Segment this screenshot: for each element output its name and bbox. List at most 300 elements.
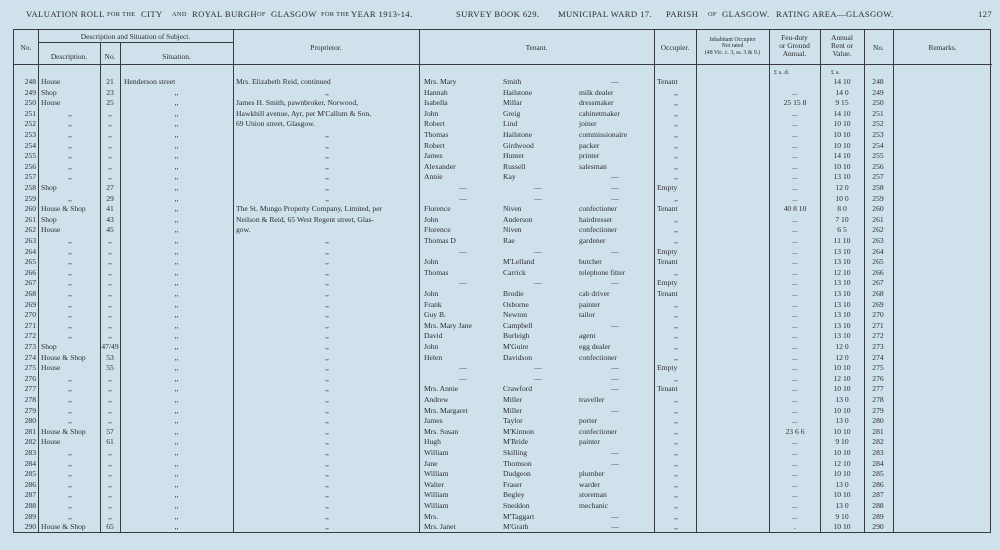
- row-number: 279: [24, 405, 36, 415]
- row-number-right: 270: [872, 310, 884, 320]
- row-tenant-occupation: —: [611, 522, 619, 532]
- row-feu-duty: ...: [792, 246, 798, 256]
- row-description: House & Shop: [41, 204, 86, 214]
- row-street-number: ,,: [108, 405, 112, 415]
- row-feu-duty: ...: [792, 373, 798, 383]
- row-description: ,,: [68, 193, 72, 203]
- row-occupier: Tenant: [657, 257, 678, 267]
- row-annual-value: 14 10: [833, 77, 851, 86]
- row-feu-duty: ...: [792, 130, 798, 139]
- row-number: 277: [24, 384, 36, 394]
- row-occupier: ,,: [674, 352, 678, 362]
- row-description: ,,: [68, 384, 72, 394]
- row-description: House & Shop: [41, 352, 86, 362]
- row-proprietor: James H. Smith, pawnbroker, Norwood,: [236, 98, 359, 108]
- row-situation: ,,: [174, 490, 179, 500]
- row-annual-value: 13 10: [833, 299, 851, 309]
- row-description: ,,: [68, 299, 72, 309]
- row-proprietor: ,,: [325, 87, 329, 97]
- row-tenant-occupation: storeman: [579, 490, 607, 500]
- row-number-right: 289: [872, 511, 884, 521]
- row-tenant-occupation: packer: [579, 140, 600, 150]
- col-situation-header: Situation.: [162, 52, 191, 61]
- row-number: 249: [24, 87, 36, 97]
- row-proprietor: ,,: [325, 395, 329, 404]
- row-situation: ,,: [174, 246, 179, 256]
- row-tenant-forename: Frank: [424, 299, 442, 309]
- municipal-ward: MUNICIPAL WARD 17.: [558, 9, 653, 19]
- row-feu-duty: ...: [792, 501, 798, 510]
- row-street-number: 21: [106, 77, 114, 86]
- row-occupier: Empty: [657, 183, 678, 192]
- row-street-number: ,,: [108, 310, 112, 320]
- row-tenant-forename: —: [459, 193, 467, 203]
- row-street-number: 43: [106, 214, 114, 224]
- row-situation: ,,: [174, 384, 179, 394]
- row-occupier: ,,: [674, 395, 678, 404]
- row-feu-duty: ...: [792, 267, 798, 277]
- row-proprietor: ,,: [325, 405, 329, 415]
- row-tenant-surname: Lind: [503, 119, 518, 129]
- survey-book: SURVEY BOOK 629.: [456, 9, 540, 19]
- row-number-right: 271: [872, 320, 884, 330]
- row-proprietor: ,,: [325, 501, 329, 510]
- row-tenant-surname: Osborne: [503, 299, 529, 309]
- row-number-right: 282: [872, 437, 884, 447]
- row-number-right: 258: [872, 183, 884, 192]
- row-proprietor: Neilson & Reid, 65 West Regent street, Glas-: [236, 214, 374, 224]
- row-proprietor: ,,: [325, 511, 329, 521]
- row-description: House & Shop: [41, 426, 86, 436]
- row-tenant-forename: —: [459, 183, 467, 192]
- row-description: ,,: [68, 448, 72, 457]
- row-situation: ,,: [174, 310, 179, 320]
- row-situation: ,,: [174, 511, 179, 521]
- row-situation: ,,: [174, 108, 179, 118]
- row-street-number: ,,: [108, 161, 112, 171]
- row-proprietor: ,,: [325, 320, 329, 330]
- row-tenant-forename: Mrs. Janet: [424, 522, 456, 532]
- row-tenant-surname: Russell: [503, 161, 526, 171]
- row-description: ,,: [68, 373, 72, 383]
- row-tenant-forename: Thomas: [424, 130, 449, 139]
- row-tenant-occupation: commissionaire: [579, 130, 628, 139]
- row-tenant-forename: Mrs.: [424, 511, 439, 521]
- row-feu-duty: ...: [792, 511, 798, 521]
- row-tenant-occupation: printer: [579, 151, 600, 161]
- row-tenant-surname: Carrick: [503, 267, 526, 277]
- row-situation: ,,: [174, 416, 179, 426]
- row-feu-duty: ...: [792, 448, 798, 457]
- col-number-header: No.: [104, 52, 116, 61]
- row-occupier: Tenant: [657, 77, 678, 86]
- row-proprietor: Mrs. Elizabeth Reid, continued: [236, 77, 331, 86]
- row-tenant-occupation: egg dealer: [579, 342, 611, 351]
- row-annual-value: 8 0: [837, 204, 847, 214]
- row-tenant-forename: Robert: [424, 119, 445, 129]
- row-tenant-surname: Fraser: [503, 479, 522, 489]
- row-tenant-forename: Thomas: [424, 267, 449, 277]
- row-tenant-occupation: mechanic: [579, 501, 609, 510]
- row-tenant-surname: Begley: [503, 490, 525, 500]
- row-number-right: 261: [872, 214, 884, 224]
- row-proprietor: ,,: [325, 331, 329, 341]
- row-tenant-surname: M'Taggart: [503, 511, 535, 521]
- row-tenant-occupation: confectioner: [579, 426, 617, 436]
- row-tenant-forename: John: [424, 342, 439, 351]
- row-number-right: 248: [872, 77, 884, 86]
- row-street-number: 29: [106, 193, 114, 203]
- row-tenant-forename: Jane: [424, 458, 438, 468]
- row-number-right: 276: [872, 373, 884, 383]
- row-feu-duty: ...: [792, 490, 798, 500]
- row-occupier: ,,: [674, 342, 678, 351]
- row-description: ,,: [68, 501, 72, 510]
- row-feu-duty: ...: [792, 225, 798, 235]
- row-situation: ,,: [174, 267, 179, 277]
- row-tenant-surname: Campbell: [503, 320, 533, 330]
- row-proprietor: ,,: [325, 363, 329, 373]
- row-occupier: ,,: [674, 267, 678, 277]
- row-proprietor: ,,: [325, 437, 329, 447]
- page-header: [26, 9, 994, 21]
- row-occupier: ,,: [674, 310, 678, 320]
- row-tenant-occupation: —: [611, 373, 619, 383]
- header-title: GLASGOW: [271, 9, 317, 19]
- row-street-number: ,,: [108, 278, 112, 288]
- row-street-number: ,,: [108, 490, 112, 500]
- row-number-right: 272: [872, 331, 884, 341]
- row-number: 286: [24, 479, 36, 489]
- row-number-right: 263: [872, 236, 884, 245]
- row-street-number: ,,: [108, 448, 112, 457]
- row-tenant-forename: James: [424, 151, 443, 161]
- row-feu-duty: 25 15 8: [783, 98, 807, 108]
- row-occupier: ,,: [674, 416, 678, 426]
- row-feu-duty: ...: [792, 320, 798, 330]
- row-situation: ,,: [174, 172, 179, 182]
- row-annual-value: 13 0: [835, 479, 849, 489]
- row-feu-duty: 40 8 10: [783, 204, 807, 214]
- row-number: 254: [24, 140, 36, 150]
- row-proprietor: ,,: [325, 257, 329, 267]
- row-situation: ,,: [174, 501, 179, 510]
- row-street-number: ,,: [108, 299, 112, 309]
- row-street-number: ,,: [108, 373, 112, 383]
- row-description: Shop: [41, 342, 57, 351]
- row-tenant-surname: Hailstone: [503, 130, 533, 139]
- row-tenant-surname: Anderson: [503, 214, 533, 224]
- row-description: ,,: [68, 490, 72, 500]
- row-number: 271: [24, 320, 36, 330]
- feu-units: £ s. d.: [774, 69, 790, 76]
- row-number-right: 280: [872, 416, 884, 426]
- row-tenant-surname: M'Lelland: [503, 257, 535, 267]
- row-tenant-occupation: —: [611, 511, 619, 521]
- row-description: ,,: [68, 278, 72, 288]
- row-tenant-occupation: cab driver: [579, 289, 610, 298]
- row-occupier: ,,: [674, 87, 678, 97]
- row-annual-value: 9 10: [835, 511, 849, 521]
- row-tenant-occupation: —: [611, 193, 619, 203]
- row-situation: ,,: [174, 151, 179, 161]
- row-description: ,,: [68, 458, 72, 468]
- row-number: 268: [24, 289, 36, 298]
- parish-label: GLASGOW.: [722, 9, 770, 19]
- row-number-right: 275: [872, 363, 884, 373]
- row-number: 269: [24, 299, 36, 309]
- row-situation: ,,: [174, 469, 179, 479]
- row-tenant-occupation: —: [611, 77, 619, 86]
- row-street-number: ,,: [108, 320, 112, 330]
- row-tenant-occupation: gardener: [579, 236, 606, 245]
- row-tenant-forename: Annie: [424, 172, 443, 182]
- row-number: 276: [24, 373, 36, 383]
- row-annual-value: 13 0: [835, 395, 849, 404]
- row-proprietor: ,,: [325, 469, 329, 479]
- row-proprietor: Hawkhill avenue, Ayr, per M'Callum & Son,: [236, 108, 372, 118]
- row-number: 262: [24, 225, 36, 235]
- row-annual-value: 10 10: [833, 384, 851, 394]
- row-tenant-occupation: milk dealer: [579, 87, 614, 97]
- row-number: 278: [24, 395, 36, 404]
- row-tenant-occupation: —: [611, 384, 619, 394]
- row-occupier: ,,: [674, 130, 678, 139]
- row-tenant-occupation: —: [611, 246, 619, 256]
- page-number: 127: [978, 9, 993, 19]
- row-tenant-occupation: —: [611, 405, 619, 415]
- row-number-right: 249: [872, 87, 884, 97]
- col-occupier-header: Occupier.: [660, 43, 690, 52]
- row-tenant-forename: —: [459, 373, 467, 383]
- row-street-number: ,,: [108, 172, 112, 182]
- row-occupier: ,,: [674, 236, 678, 245]
- row-tenant-occupation: hairdresser: [579, 214, 613, 224]
- row-street-number: 41: [106, 204, 114, 214]
- row-street-number: 57: [106, 426, 114, 436]
- row-situation: ,,: [174, 119, 179, 129]
- row-proprietor: ,,: [325, 246, 329, 256]
- col-no-header: No.: [20, 43, 32, 52]
- row-feu-duty: ...: [792, 140, 798, 150]
- row-occupier: ,,: [674, 331, 678, 341]
- row-street-number: ,,: [108, 151, 112, 161]
- row-number: 253: [24, 130, 36, 139]
- row-tenant-forename: Alexander: [424, 161, 456, 171]
- row-tenant-forename: Isabella: [424, 98, 448, 108]
- row-feu-duty: ...: [792, 405, 798, 415]
- row-occupier: ,,: [674, 522, 678, 532]
- col-description-header: Description.: [50, 52, 88, 61]
- row-annual-value: 10 10: [833, 119, 851, 129]
- row-description: ,,: [68, 257, 72, 267]
- row-tenant-forename: John: [424, 289, 439, 298]
- row-occupier: ,,: [674, 320, 678, 330]
- row-feu-duty: ...: [792, 236, 798, 245]
- row-description: ,,: [68, 416, 72, 426]
- row-annual-value: 14 0: [835, 87, 849, 97]
- row-situation: ,,: [174, 299, 179, 309]
- row-number: 259: [24, 193, 36, 203]
- row-street-number: ,,: [108, 236, 112, 245]
- row-description: House & Shop: [41, 522, 86, 532]
- row-description: ,,: [68, 130, 72, 139]
- row-tenant-surname: Hunter: [503, 151, 525, 161]
- row-occupier: Empty: [657, 278, 678, 288]
- row-annual-value: 13 10: [833, 172, 851, 182]
- row-occupier: ,,: [674, 140, 678, 150]
- col-no-right-header: No.: [873, 43, 884, 52]
- row-tenant-occupation: dressmaker: [579, 98, 614, 108]
- row-occupier: ,,: [674, 405, 678, 415]
- row-description: ,,: [68, 469, 72, 479]
- row-situation: ,,: [174, 204, 179, 214]
- row-tenant-surname: Smith: [503, 77, 522, 86]
- row-feu-duty: ...: [792, 151, 798, 161]
- row-annual-value: 10 10: [833, 522, 851, 532]
- row-proprietor: ,,: [325, 416, 329, 426]
- row-feu-duty: ...: [792, 384, 798, 394]
- row-number-right: 287: [872, 490, 884, 500]
- row-street-number: ,,: [108, 416, 112, 426]
- row-situation: ,,: [174, 98, 179, 108]
- row-situation: ,,: [174, 363, 179, 373]
- row-tenant-surname: —: [534, 278, 542, 288]
- row-number: 290: [24, 522, 36, 532]
- row-tenant-forename: James: [424, 416, 443, 426]
- header-title: FOR THE: [107, 11, 136, 18]
- row-tenant-occupation: —: [611, 363, 619, 373]
- row-annual-value: 10 10: [833, 490, 851, 500]
- row-description: House: [41, 437, 61, 447]
- row-street-number: ,,: [108, 479, 112, 489]
- row-number: 280: [24, 416, 36, 426]
- row-number: 283: [24, 448, 36, 457]
- row-tenant-surname: M'Bride: [503, 437, 528, 447]
- row-street-number: 47/49: [101, 342, 119, 351]
- row-street-number: 45: [106, 225, 114, 235]
- row-proprietor: ,,: [325, 151, 329, 161]
- row-situation: ,,: [174, 479, 179, 489]
- row-tenant-forename: Hugh: [424, 437, 441, 447]
- row-tenant-forename: Andrew: [424, 395, 449, 404]
- row-feu-duty: ...: [792, 161, 798, 171]
- row-tenant-forename: William: [424, 490, 449, 500]
- row-street-number: ,,: [108, 511, 112, 521]
- row-description: Shop: [41, 183, 57, 192]
- row-street-number: 27: [106, 183, 114, 192]
- row-feu-duty: ...: [792, 363, 798, 373]
- row-annual-value: 14 10: [833, 108, 851, 118]
- row-tenant-occupation: —: [611, 278, 619, 288]
- header-title: OF: [257, 11, 266, 18]
- row-tenant-surname: Crawford: [503, 384, 533, 394]
- row-number-right: 284: [872, 458, 884, 468]
- row-annual-value: 12 10: [833, 458, 851, 468]
- row-tenant-occupation: butcher: [579, 257, 602, 267]
- row-situation: ,,: [174, 437, 179, 447]
- row-occupier: ,,: [674, 448, 678, 457]
- row-proprietor: ,,: [325, 310, 329, 320]
- row-number: 281: [24, 426, 36, 436]
- row-annual-value: 12 0: [835, 183, 849, 192]
- rating-area: RATING AREA—GLASGOW.: [776, 9, 894, 19]
- row-feu-duty: ...: [792, 299, 798, 309]
- row-description: ,,: [68, 310, 72, 320]
- row-description: ,,: [68, 161, 72, 171]
- row-proprietor: ,,: [325, 384, 329, 394]
- row-annual-value: 9 10: [835, 437, 849, 447]
- row-tenant-forename: Florence: [424, 204, 451, 214]
- row-proprietor: ,,: [325, 352, 329, 362]
- row-annual-value: 10 10: [833, 426, 851, 436]
- row-number: 257: [24, 172, 36, 182]
- row-number-right: 278: [872, 395, 884, 404]
- row-proprietor: ,,: [325, 426, 329, 436]
- row-tenant-surname: Taylor: [503, 416, 523, 426]
- header-title: YEAR 1913-14.: [351, 9, 413, 19]
- row-number-right: 265: [872, 257, 884, 267]
- row-tenant-surname: Davidson: [503, 352, 533, 362]
- row-proprietor: The St. Mungo Property Company, Limited, per: [236, 204, 383, 214]
- row-number-right: 251: [872, 108, 884, 118]
- row-tenant-forename: John: [424, 108, 439, 118]
- header-title: VALUATION ROLL: [26, 9, 105, 19]
- row-street-number: ,,: [108, 458, 112, 468]
- row-number: 251: [24, 108, 36, 118]
- row-description: ,,: [68, 511, 72, 521]
- row-proprietor: 69 Union street, Glasgow.: [236, 119, 316, 129]
- row-feu-duty: ...: [792, 437, 798, 447]
- row-situation: ,,: [174, 183, 179, 192]
- row-occupier: ,,: [674, 299, 678, 309]
- col-tenant-header: Tenant.: [525, 43, 548, 52]
- row-tenant-forename: William: [424, 469, 449, 479]
- row-occupier: ,,: [674, 151, 678, 161]
- row-tenant-surname: Niven: [503, 204, 522, 214]
- row-number-right: 264: [872, 246, 884, 256]
- row-number: 264: [24, 246, 36, 256]
- row-tenant-occupation: —: [611, 183, 619, 192]
- row-proprietor: ,,: [325, 140, 329, 150]
- row-tenant-surname: Girdwood: [503, 140, 534, 150]
- row-situation: ,,: [174, 193, 179, 203]
- row-tenant-occupation: —: [611, 458, 619, 468]
- col-inhabitant-header: Inhabitant Occupier Not rated (48 Vic. c. 3, ss. 3 & 9.): [704, 37, 761, 56]
- row-number: 272: [24, 331, 36, 341]
- row-number-right: 260: [872, 204, 884, 214]
- row-number: 260: [24, 204, 36, 214]
- row-situation: ,,: [174, 342, 179, 351]
- row-annual-value: 13 10: [833, 278, 851, 288]
- row-annual-value: 10 10: [833, 161, 851, 171]
- row-description: House: [41, 363, 61, 373]
- header-title: AND: [172, 11, 187, 18]
- row-description: Shop: [41, 214, 57, 224]
- row-occupier: ,,: [674, 108, 678, 118]
- row-tenant-occupation: joiner: [579, 119, 597, 129]
- row-situation: ,,: [174, 522, 179, 532]
- row-annual-value: 13 10: [833, 310, 851, 320]
- row-tenant-forename: Walter: [424, 479, 445, 489]
- row-feu-duty: ...: [792, 479, 798, 489]
- row-tenant-surname: Kay: [503, 172, 516, 182]
- row-feu-duty: ...: [792, 352, 798, 362]
- row-tenant-surname: Newton: [503, 310, 528, 320]
- row-tenant-occupation: confectioner: [579, 352, 617, 362]
- row-street-number: ,,: [108, 119, 112, 129]
- row-tenant-occupation: plumber: [579, 469, 605, 479]
